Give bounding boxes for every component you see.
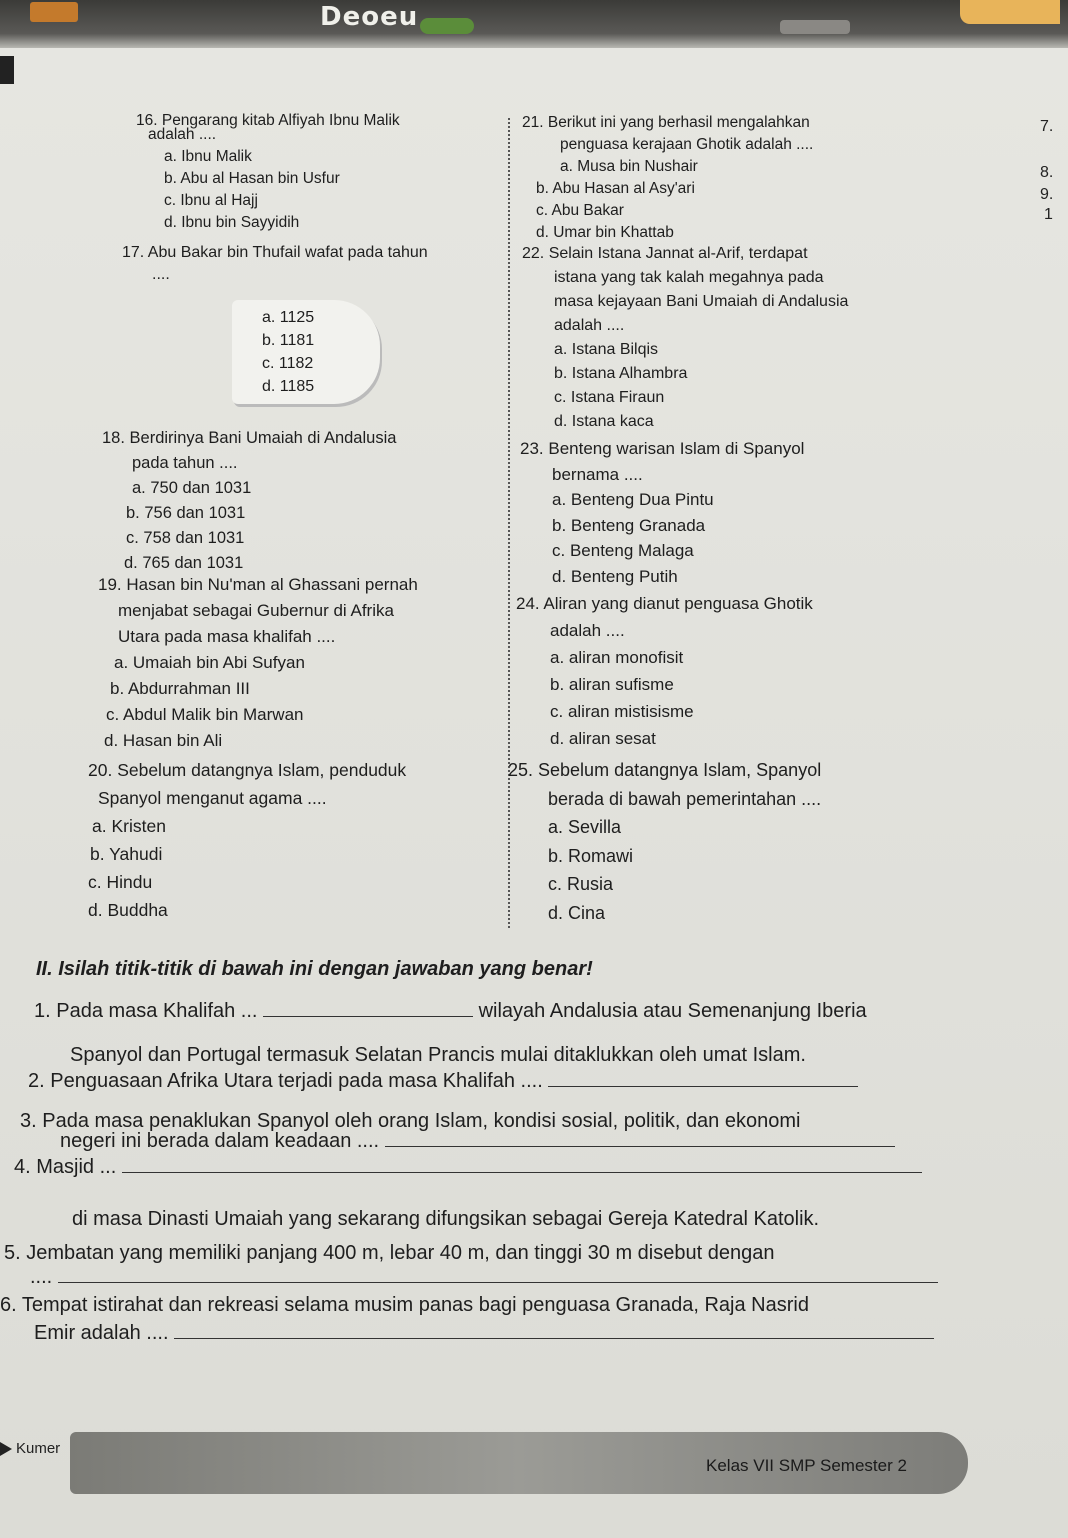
fill-text: 2. Penguasaan Afrika Utara terjadi pada masa Khalifah .... [28,1070,543,1092]
answer-blank [263,999,473,1017]
question-text: .... [152,266,170,283]
question-text: menjabat sebagai Gubernur di Afrika [118,601,394,620]
option: b. 756 dan 1031 [126,504,246,522]
option: c. Hindu [88,872,153,892]
footer-left-text: Kumer [16,1440,61,1457]
cover-label [780,20,850,34]
option: d. Cina [548,902,606,923]
option: a. Kristen [92,816,166,836]
page-corner-shadow [0,56,14,84]
question-text: 18. Berdirinya Bani Umaiah di Andalusia [102,429,397,447]
option: b. Istana Alhambra [554,365,688,382]
option: b. Abdurrahman III [110,679,250,698]
option: d. Buddha [88,900,168,920]
edge-number: 9. [1040,186,1054,203]
question-text: Utara pada masa khalifah .... [118,627,336,646]
cover-brand: Deoeu [320,2,419,32]
option: a. 750 dan 1031 [132,479,252,497]
option: c. aliran mistisisme [550,702,694,721]
option: c. Rusia [548,874,614,894]
question-text: adalah .... [554,317,625,334]
fill-item-6-cont [34,1318,934,1348]
option: a. Musa bin Nushair [560,158,698,175]
footer-publisher [0,1440,60,1457]
answer-blank [385,1129,895,1147]
option: a. aliran monofisit [550,648,684,667]
question-16 [136,110,400,234]
question-17 [122,242,428,286]
question-text: pada tahun .... [132,454,238,472]
fill-item-1-cont: Spanyol dan Portugal termasuk Selatan Prancis mulai ditaklukkan oleh umat Islam. [70,1044,806,1066]
option: b. 1181 [262,332,315,349]
answer-blank [548,1069,858,1087]
question-text: penguasa kerajaan Ghotik adalah .... [560,136,814,153]
option: b. Yahudi [90,844,163,864]
fill-text: wilayah Andalusia atau Semenanjung Iberia [478,1000,867,1022]
option: a. 1125 [262,309,315,326]
answer-blank [174,1321,934,1339]
arrow-icon [0,1442,12,1456]
question-17-options [262,306,314,398]
question-text: 25. Sebelum datangnya Islam, Spanyol [508,760,822,780]
question-text: 16. Pengarang kitab Alfiyah Ibnu Malik [136,112,400,129]
question-25 [508,756,821,927]
edge-number: 1 [1044,206,1053,223]
question-text: 24. Aliran yang dianut penguasa Ghotik [516,594,813,613]
option: d. Hasan bin Ali [104,731,223,750]
fill-item-6: 6. Tempat istirahat dan rekreasi selama musim panas bagi penguasa Granada, Raja Nasrid [0,1294,809,1316]
option: d. Benteng Putih [552,566,678,586]
fill-text: .... [30,1266,53,1288]
fill-item-5-cont [30,1262,938,1292]
option: d. 765 dan 1031 [124,554,244,572]
fill-text: 4. Masjid ... [14,1156,117,1178]
fill-item-2 [28,1066,858,1096]
question-18 [102,426,396,576]
question-text: istana yang tak kalah megahnya pada [554,269,824,286]
question-text: 22. Selain Istana Jannat al-Arif, terdapat [522,245,808,262]
option: a. Sevilla [548,817,622,837]
fill-item-4-cont: di masa Dinasti Umaiah yang sekarang difungsikan sebagai Gereja Katedral Katolik. [72,1208,820,1230]
option: a. Ibnu Malik [164,148,252,165]
option: c. Ibnu al Hajj [164,192,258,209]
question-text: 21. Berikut ini yang berhasil mengalahkan [522,114,810,131]
question-23 [520,436,804,589]
option: b. Benteng Granada [552,515,706,535]
option: b. Abu al Hasan bin Usfur [164,170,340,187]
fill-item-4 [14,1152,922,1182]
question-text: 19. Hasan bin Nu'man al Ghassani pernah [98,575,418,594]
option: a. Benteng Dua Pintu [552,490,714,509]
option: d. aliran sesat [550,729,656,748]
answer-blank [122,1155,922,1173]
option: c. 758 dan 1031 [126,529,245,547]
option: b. Abu Hasan al Asy'ari [536,180,695,197]
section-title: II. Isilah titik-titik di bawah ini dengan jawaban yang benar! [36,958,593,980]
answer-blank [58,1265,938,1283]
cover-badge [420,18,474,34]
option: a. Umaiah bin Abi Sufyan [114,653,305,672]
question-21 [522,112,813,244]
question-text: 23. Benteng warisan Islam di Spanyol [520,439,805,458]
question-text: masa kejayaan Bani Umaiah di Andalusia [554,293,849,310]
question-20 [88,756,406,924]
question-text: bernama .... [552,464,643,484]
question-24 [516,590,813,752]
question-text: adalah .... [550,621,625,640]
fill-text: 1. Pada masa Khalifah ... [34,1000,258,1022]
cover-chip [960,0,1060,24]
edge-number: 8. [1040,164,1054,181]
option: a. Istana Bilqis [554,341,659,358]
footer-class-label: Kelas VII SMP Semester 2 [706,1456,907,1475]
option: c. Istana Firaun [554,389,665,406]
question-text: adalah .... [148,126,217,143]
fill-item-3: 3. Pada masa penaklukan Spanyol oleh orang Islam, kondisi sosial, politik, dan ekonomi [20,1110,801,1132]
top-cover-strip [0,0,1068,48]
option: c. Abdul Malik bin Marwan [106,705,304,724]
question-text: berada di bawah pemerintahan .... [548,788,822,809]
publisher-logo [30,2,78,22]
option: d. Ibnu bin Sayyidih [164,214,300,231]
option: d. Istana kaca [554,413,654,430]
option: b. Romawi [548,845,634,866]
question-22 [522,242,848,434]
option: d. Umar bin Khattab [536,224,674,241]
question-19 [98,572,418,754]
option: d. 1185 [262,378,315,395]
option: c. Abu Bakar [536,202,624,219]
fill-text: Emir adalah .... [34,1322,169,1344]
question-text: Spanyol menganut agama .... [98,788,327,808]
fill-item-5: 5. Jembatan yang memiliki panjang 400 m, lebar 40 m, dan tinggi 30 m disebut dengan [4,1242,775,1264]
question-text: 20. Sebelum datangnya Islam, penduduk [88,760,407,780]
fill-item-1 [34,996,867,1026]
option: c. Benteng Malaga [552,541,694,560]
question-text: 17. Abu Bakar bin Thufail wafat pada tahun [122,244,428,261]
fill-text: negeri ini berada dalam keadaan .... [60,1130,380,1152]
option: b. aliran sufisme [550,675,674,694]
edge-number: 7. [1040,118,1054,135]
option: c. 1182 [262,355,314,372]
